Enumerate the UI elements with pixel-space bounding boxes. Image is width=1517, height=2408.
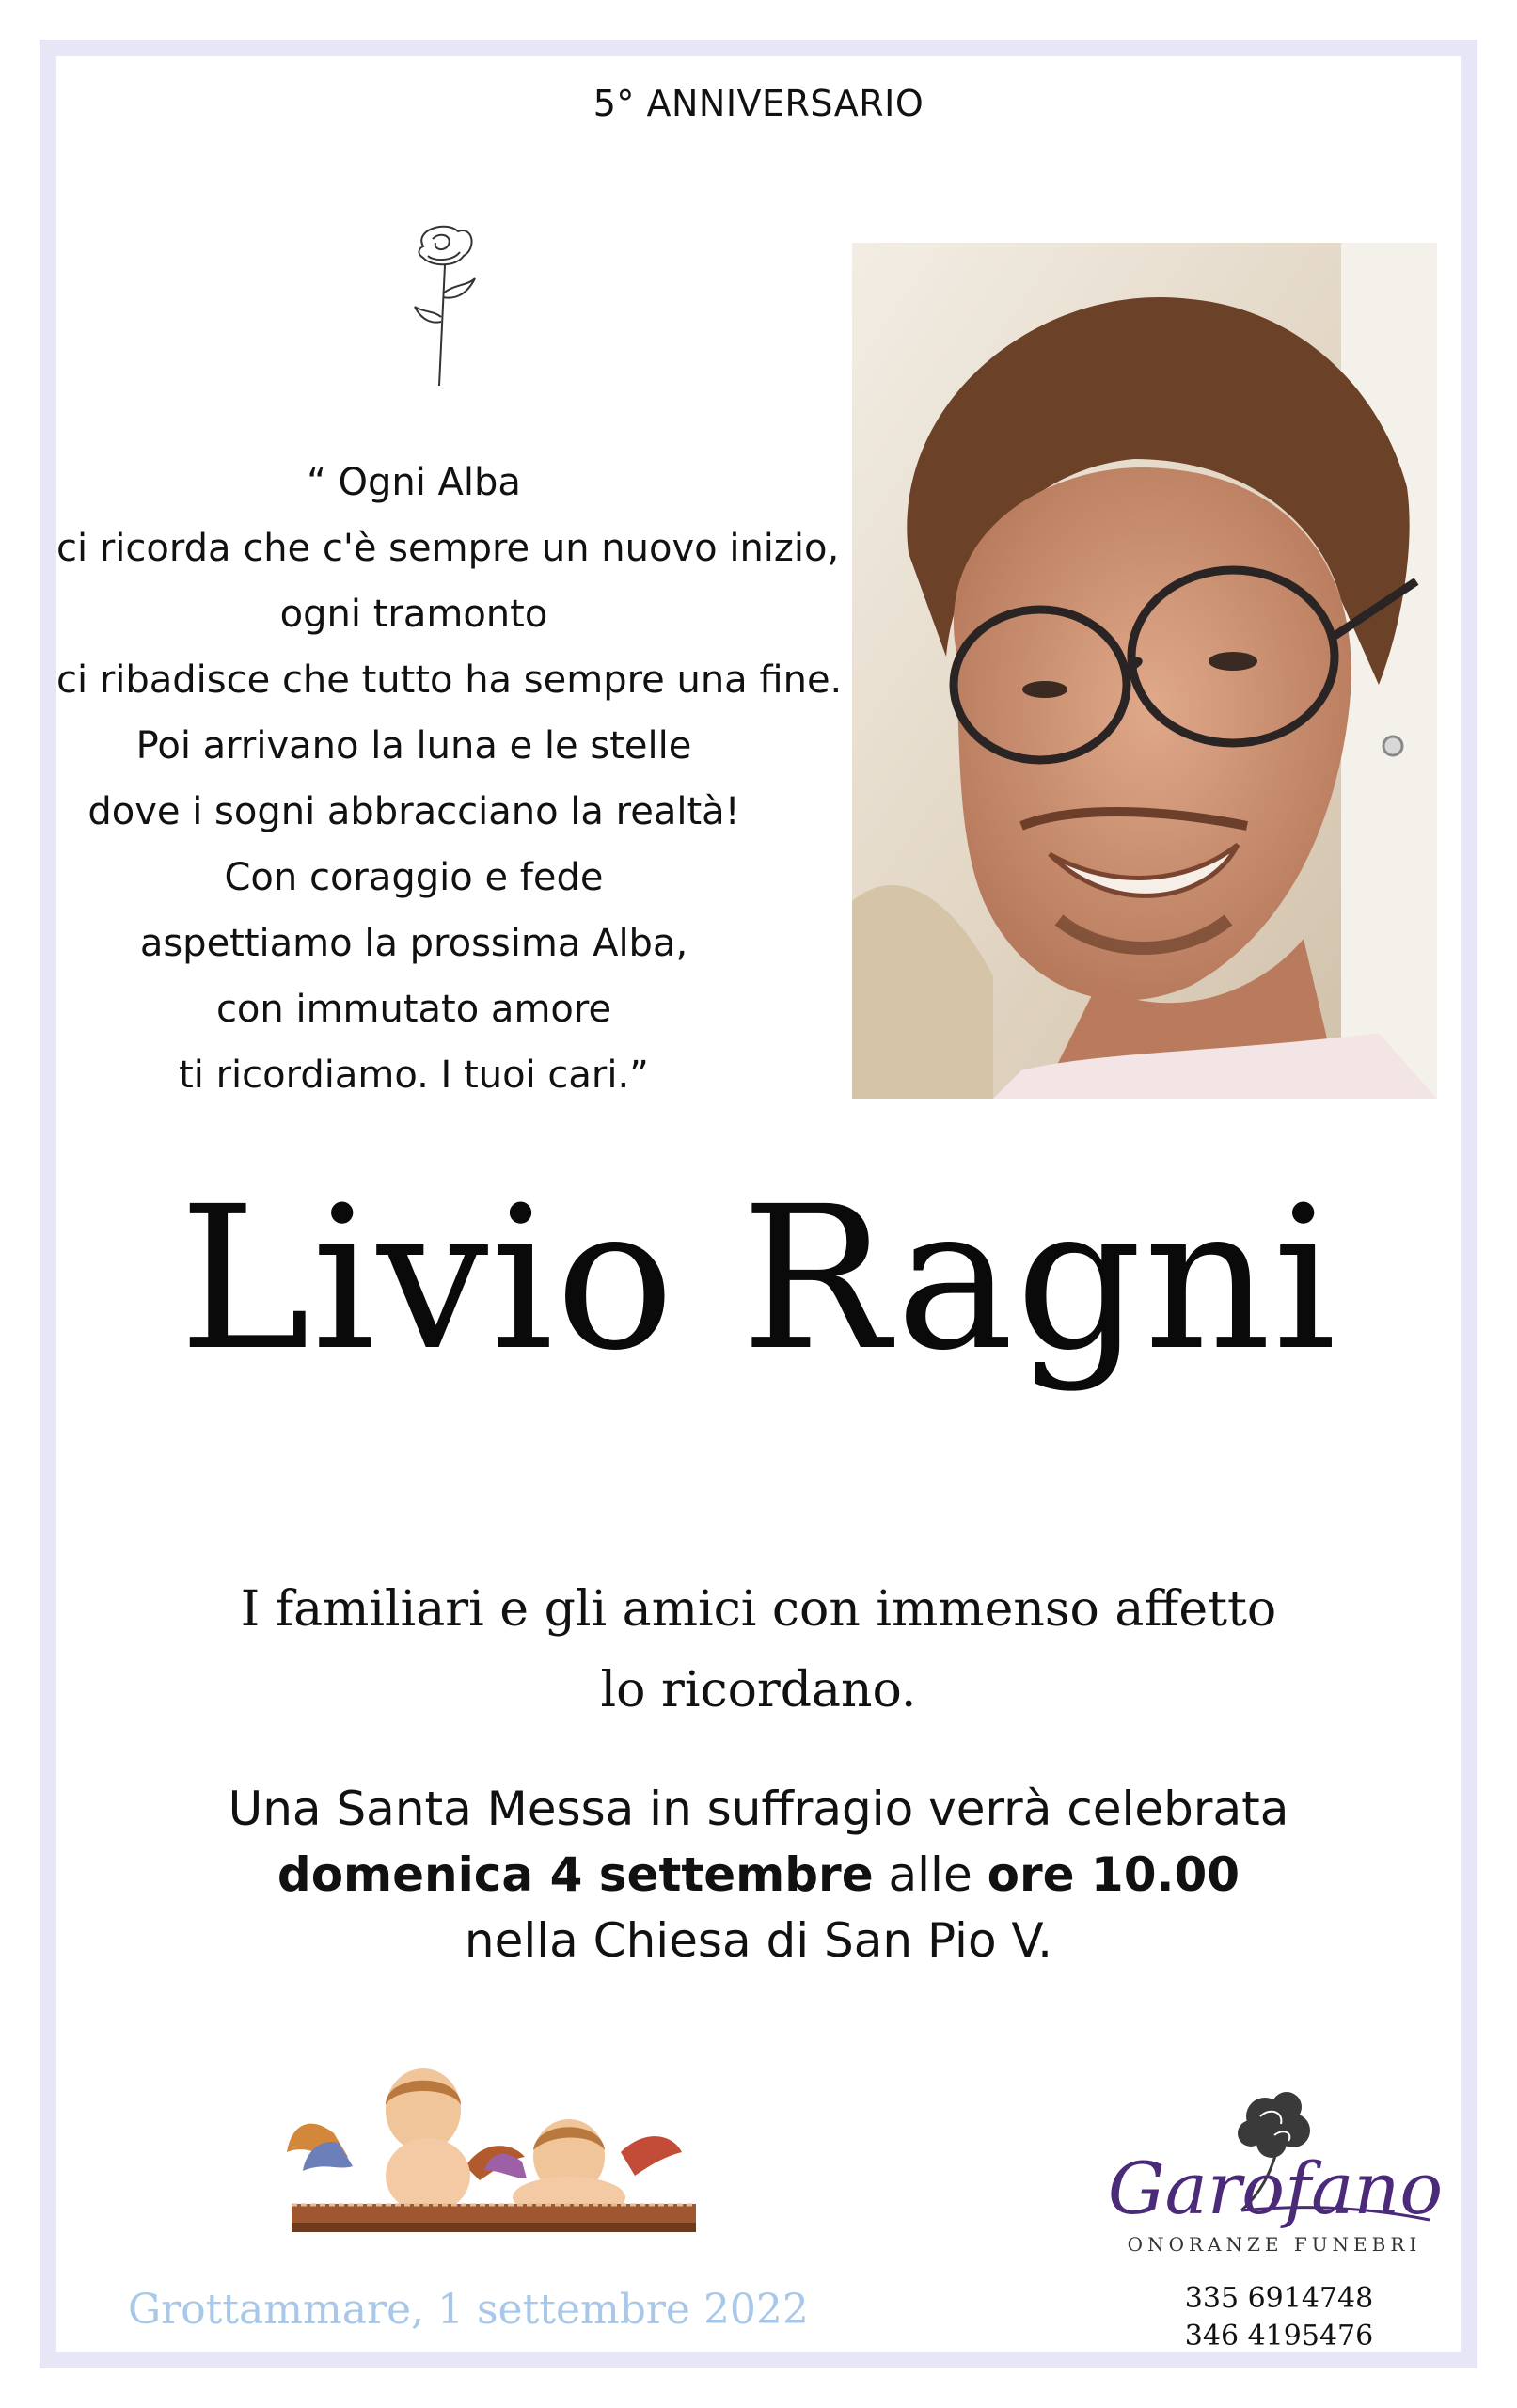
quote-line: dove i sogni abbracciano la realtà! bbox=[87, 790, 740, 833]
mass-location: nella Chiesa di San Pio V. bbox=[464, 1913, 1053, 1968]
anniversary-heading: 5° ANNIVERSARIO bbox=[593, 83, 924, 124]
remembrance-line: I familiari e gli amici con immenso affetto bbox=[240, 1581, 1277, 1638]
remembrance-line: lo ricordano. bbox=[600, 1662, 917, 1719]
mass-connector: alle bbox=[873, 1847, 988, 1902]
memorial-quote bbox=[56, 450, 843, 1108]
deceased-name: Livio Ragni bbox=[179, 1164, 1338, 1394]
quote-line: ti ricordiamo. I tuoi cari.” bbox=[179, 1054, 649, 1097]
funeral-home-phones bbox=[1176, 2280, 1383, 2355]
quote-line: “ Ogni Alba bbox=[307, 461, 521, 504]
quote-line: con immutato amore bbox=[215, 988, 612, 1031]
portrait-photo bbox=[852, 243, 1437, 1099]
mass-time: ore 10.00 bbox=[987, 1847, 1240, 1902]
funeral-home-name: Garofano bbox=[1107, 2147, 1444, 2230]
quote-line: ogni tramonto bbox=[279, 593, 548, 636]
funeral-home-subtitle: ONORANZE FUNEBRI bbox=[1127, 2233, 1422, 2256]
phone-number: 346 4195476 bbox=[1184, 2320, 1374, 2353]
rose-icon bbox=[400, 218, 484, 388]
remembrance-text bbox=[0, 1569, 1517, 1731]
mass-date: domenica 4 settembre bbox=[277, 1847, 874, 1902]
phone-number: 335 6914748 bbox=[1184, 2282, 1374, 2315]
quote-line: Poi arrivano la luna e le stelle bbox=[135, 724, 692, 768]
quote-line: ci ribadisce che tutto ha sempre una fine. bbox=[56, 658, 843, 702]
quote-line: ci ricorda che c'è sempre un nuovo inizio, bbox=[56, 527, 840, 570]
cherubs-image bbox=[282, 2049, 703, 2246]
mass-date-line bbox=[0, 1842, 1517, 1908]
mass-announcement bbox=[0, 1776, 1517, 1973]
quote-line: aspettiamo la prossima Alba, bbox=[139, 922, 688, 965]
quote-line: Con coraggio e fede bbox=[224, 856, 604, 899]
place-date: Grottammare, 1 settembre 2022 bbox=[128, 2286, 809, 2334]
mass-line: Una Santa Messa in suffragio verrà celebrata bbox=[228, 1782, 1289, 1836]
